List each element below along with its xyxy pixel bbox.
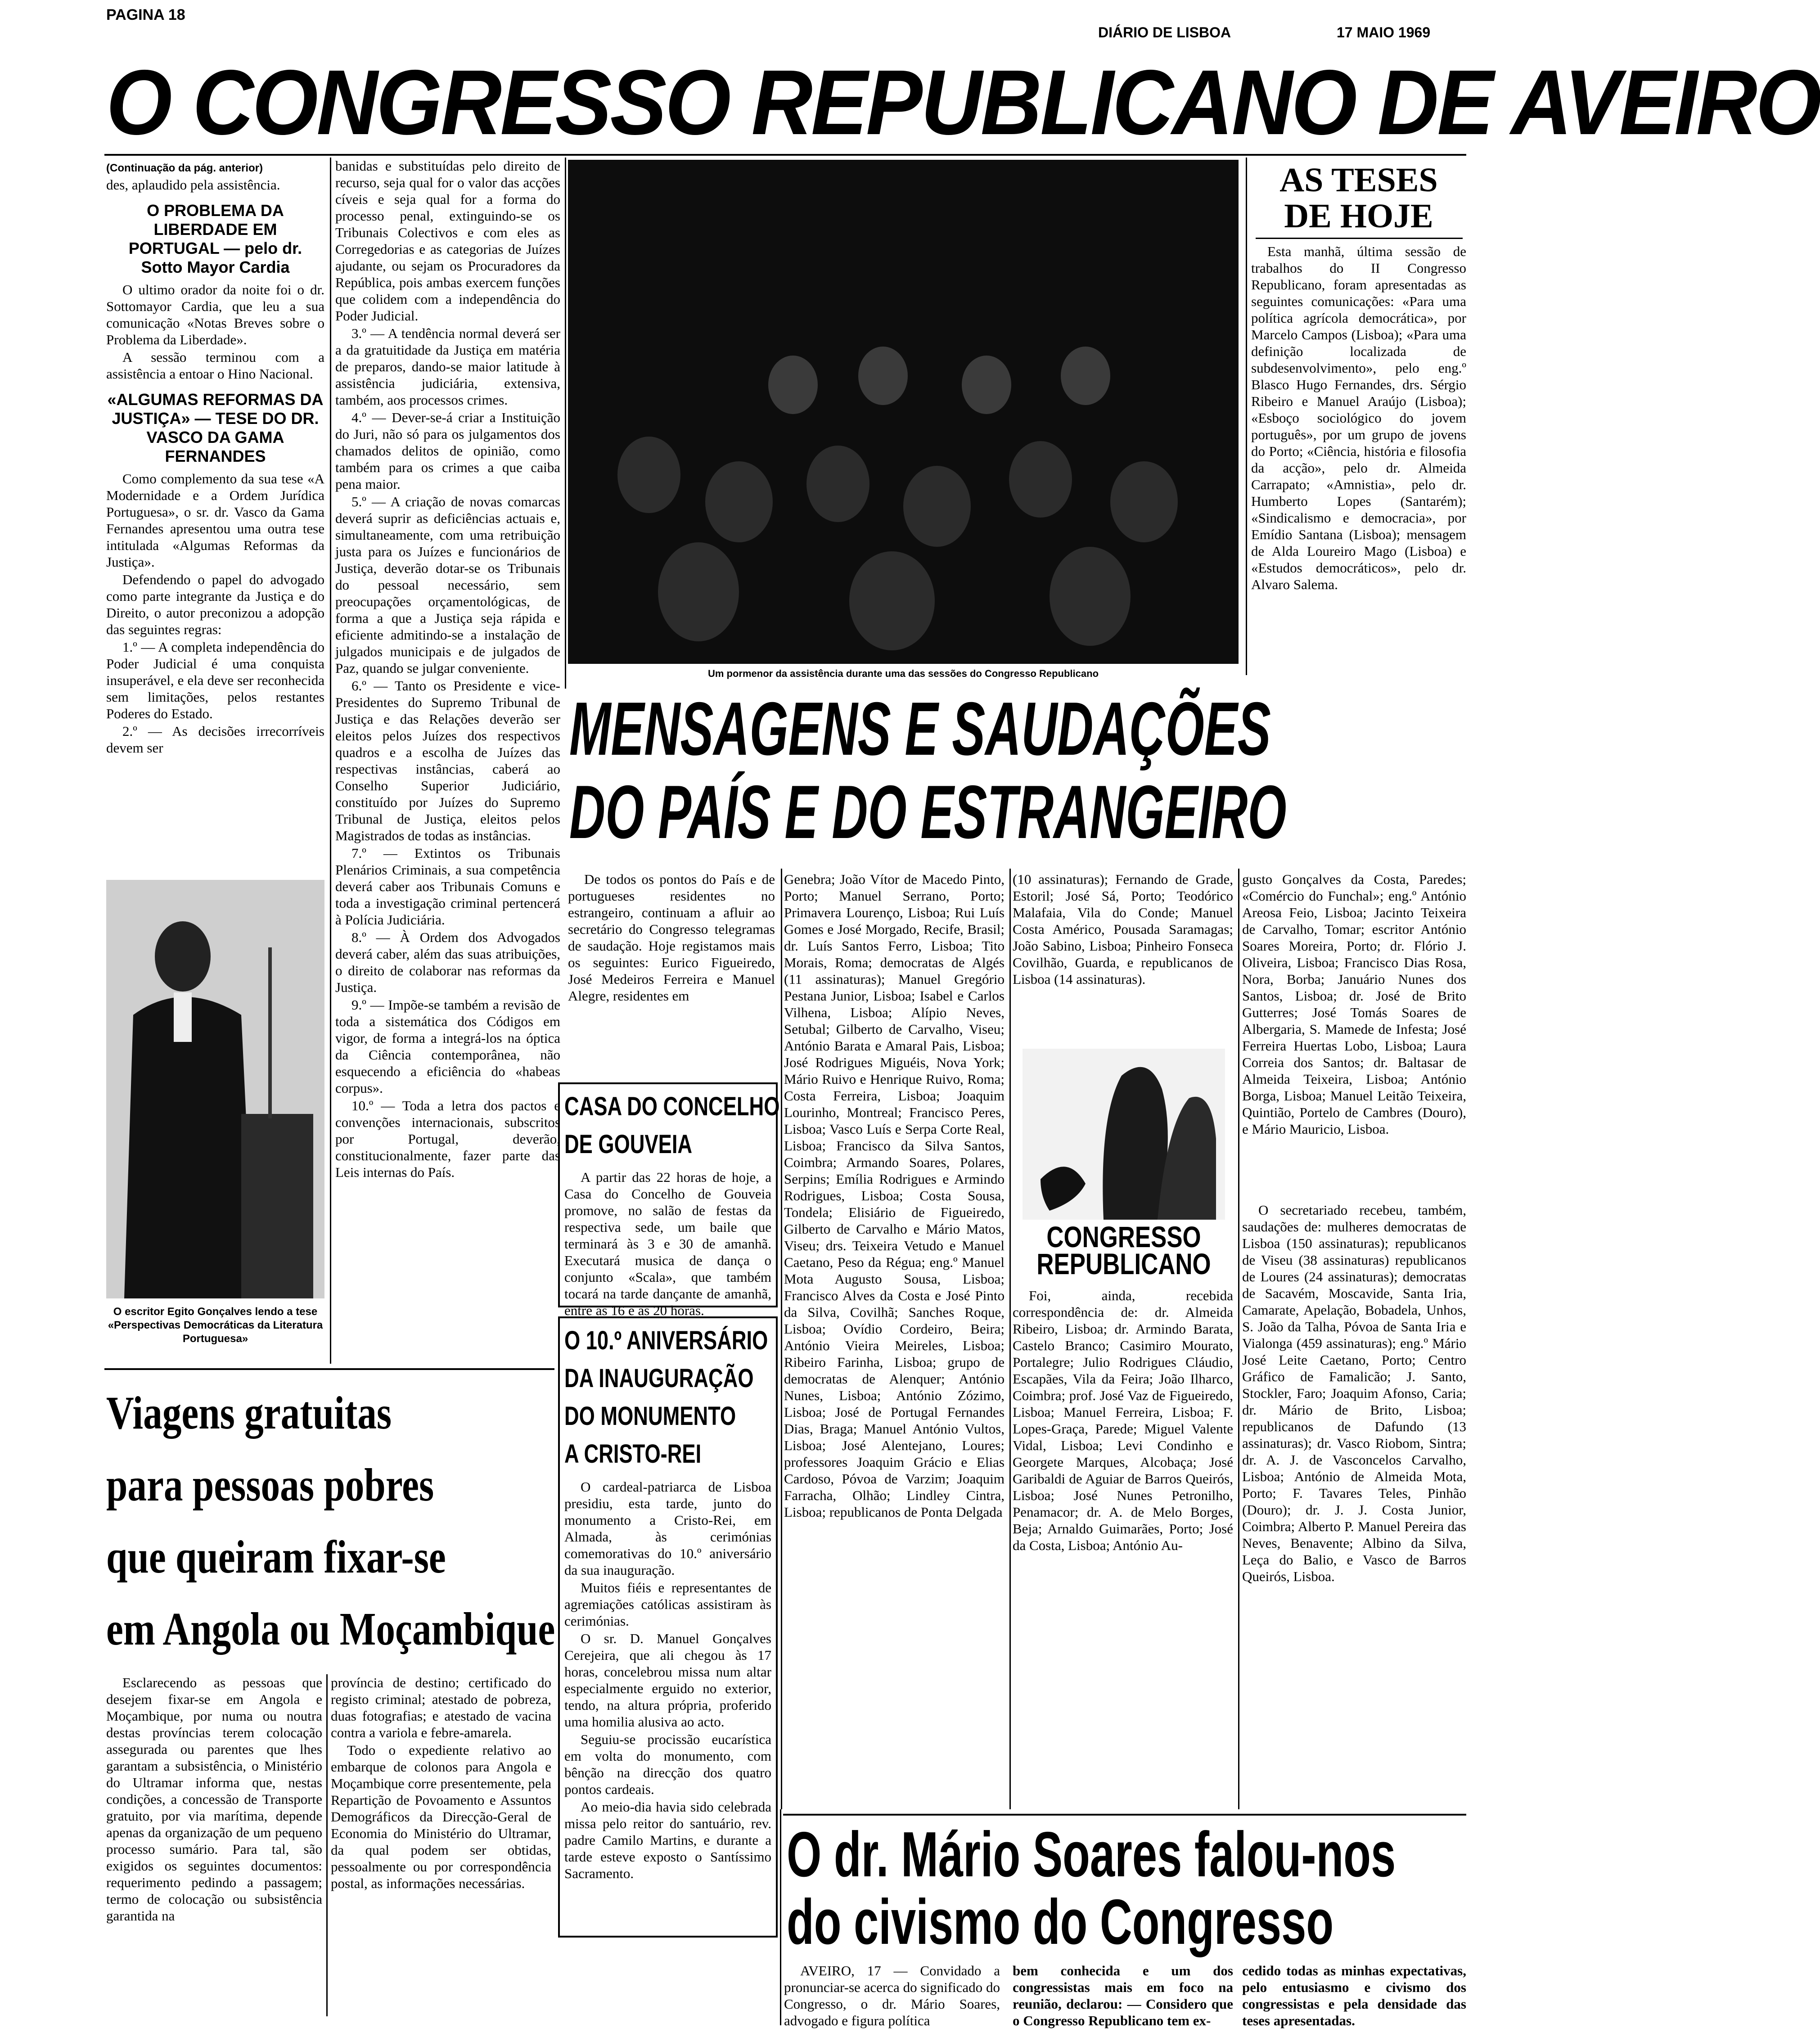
page-number: PAGINA 18 (106, 6, 185, 23)
column-rule (565, 158, 566, 689)
section-rule (783, 1814, 1466, 1816)
cristo-title-line: O 10.º ANIVERSÁRIO (564, 1326, 768, 1355)
soares-column-1 (784, 1962, 1000, 2030)
paragraph: Ao meio-dia havia sido celebrada missa pelo reitor do santuário, rev. padre Camilo Martins, e durante a tarde esteve exposto o Santíssimo Sacramento. (564, 1799, 771, 1881)
mensagens-intro (568, 871, 775, 1078)
paragraph: bem conhecida e um dos congressistas mais em foco na reunião, declarou: — Considero que o Congresso Republicano tem ex- (1013, 1963, 1233, 2028)
teses-title-line: AS TESES (1279, 161, 1438, 199)
paragraph: 9.º — Impõe-se também a revisão de toda a sistemática dos Códigos em vigor, de forma a integrá-los na óptica da Ciência contemporânea, não esquecendo a eficiência do «habeas corpus». (335, 997, 560, 1096)
gouveia-box (558, 1082, 780, 1318)
paragraph: 10.º — Toda a letra dos pactos e convenções internacionais, subscritos por Portugal, deverão, constitucionalmente, fazer parte das Leis internas do País. (335, 1098, 560, 1180)
paragraph: 3.º — A tendência normal deverá ser a da gratuitidade da Justiça em matéria de preparos, dando-se maior latitude à assistência judiciária, extensiva, também, aos processos crimes. (335, 325, 560, 408)
column-rule (330, 158, 331, 1364)
paragraph: 7.º — Extintos os Tribunais Plenários Criminais, a sua competência deverá caber aos Tribunais Comuns e toda a investigação criminal pertencerá à Polícia Judiciária. (335, 845, 560, 928)
mensagens-column-3-bottom (1013, 1287, 1233, 1809)
viagens-title-line: em Angola ou Moçambique (106, 1603, 555, 1655)
paragraph: Defendendo o papel do advogado como parte integrante da Justiça e do Direito, o autor preconizou a adopção das seguintes regras: (106, 572, 324, 637)
paragraph: 5.º — A criação de novas comarcas deverá suprir as deficiências actuais e, simultaneamente, com uma retribuição justa para os Juízes e funcionários de Justiça, deverão dotar-se os Tribunais do pessoal necessário, sem preocupações orçamentológicas, de forma a que a Justiça seja rápida e eficiente admitindo-se a instalação de julgados municipais e de julgados de Paz, quando se julgar conveniente. (335, 494, 560, 676)
paragraph: 6.º — Tanto os Presidente e vice-Presidentes do Supremo Tribunal de Justiça e das Relações deverão ser eleitos pelos Juízes dos respectivos quadros e a escolha de Juízes das respectivas instâncias, caberá ao Conselho Superior Judiciário, constituído por Juízes do Supremo Tribunal de Justiça, eleitos pelos Magistrados de todas as instâncias. (335, 678, 560, 843)
soares-headline-line1: O dr. Mário Soares falou-nos (787, 1819, 1396, 1890)
viagens-title-line: que queiram fixar-se (106, 1531, 446, 1583)
paragraph: O secretariado recebeu, também, saudações de: mulheres democratas de Lisboa (150 assinaturas); republicanos de Viseu (38 assinaturas) republicanos de Loures (24 assinaturas); democratas de Sacavém, Moscavide, Santa Iria, Camarate, Apelação, Bobadela, Unhos, S. João da Talha, Póvoa de Santa Iria e Vialonga (459 assinaturas); eng.º Mário José Leite Caetano, Porto; Centro Gráfico de Famalicão; J. Santo, Stockler, Faro; Joaquim Afonso, Caria; dr. Mário de Brito, Lisboa; republicanos de Dafundo (13 assinaturas); dr. Vasco Riobom, Sintra; dr. A. J. de Vasconcelos Carvalho, Lisboa; António de Almeida Mota, Porto; F. Tavares Teles, Pinhão (Douro); dr. J. J. Costa Junior, Coimbra; Alberto P. Manuel Pereira das Neves, Benavente; Albino da Silva, Leça do Balio, e Vasco de Barros Queirós, Lisboa. (1242, 1202, 1466, 1584)
column-rule (780, 1809, 781, 2025)
cristo-title-line: DA INAUGURAÇÃO (564, 1364, 754, 1393)
viagens-column-2 (331, 1674, 551, 2016)
logo-text-line1: CONGRESSO (1046, 1220, 1201, 1253)
main-headline: O CONGRESSO REPUBLICANO DE AVEIRO (106, 51, 1820, 154)
mensagens-headline-line1: MENSAGENS E SAUDAÇÕES (569, 686, 1271, 771)
paragraph: banidas e substituídas pelo direito de recurso, seja qual for o valor das acções cíveis e seja qual for a forma do processo penal, extinguindo-se os Tribunais Colectivos e com eles as Corregedorias e as categorias de Juízes ajudante, ou sejam os Procuradores da República, pois ambas exercem funções que colidem com a independência do Poder Judicial. (335, 158, 560, 324)
column-rule (781, 869, 782, 1809)
paragraph: 1.º — A completa independência do Poder Judicial é uma conquista insuperável, e ela deve ser reconhecida sem limitações, pelos restantes Poderes do Estado. (106, 639, 324, 721)
paragraph: Esclarecendo as pessoas que desejem fixar-se em Angola e Moçambique, por numa ou noutra destas províncias terem colocação assegurada ou parentes que lhes garantam a subsistência, o Ministério do Ultramar informa que, nestas condições, a concessão de Transporte gratuito, por via marítima, depende apenas da organização de um pequeno processo sumário. Para tal, são exigidos os seguintes documentos: requerimento pedindo a passagem; termo de colocação ou subsistência garantida na (106, 1675, 322, 1924)
paragraph: O ultimo orador da noite foi o dr. Sottomayor Cardia, que leu a sua comunicação «Notas Breves sobre o Problema da Liberdade». (106, 282, 324, 347)
soares-headline-line2: do civismo do Congresso (787, 1886, 1334, 1958)
paragraph: 4.º — Dever-se-á criar a Instituição do Juri, não só para os julgamentos dos chamados delitos de opinião, como também para os crimes a que caiba pena maior. (335, 410, 560, 492)
column-rule (1246, 158, 1247, 675)
soares-column-2 (1013, 1962, 1233, 2030)
soares-column-3 (1242, 1962, 1466, 2030)
paragraph: Foi, ainda, recebida correspondência de: dr. Almeida Ribeiro, Lisboa; dr. Armindo Barata, Castelo Branco; Casimiro Mourato, Portalegre; Julio Rodrigues Cláudio, Escapães, Vila da Feira; João Ilharco, Coimbra; prof. José Vaz de Figueiredo, Lisboa; Manuel Ferreira, Lisboa; F. Lopes-Graça, Parede; Miguel Valente Vidal, Lisboa; Levi Condinho e Georgete Marques, Alcobaça; José Garibaldi de Aguiar de Barros Queirós, Lisboa; José Nunes Petronilho, Penamacor; dr. A. de Melo Borges, Beja; Arnaldo Guimarães, Porto; José da Costa, Lisboa; António Au- (1013, 1288, 1233, 1553)
paragraph: O sr. D. Manuel Gonçalves Cerejeira, que ali chegou às 17 horas, concelebrou missa num altar especialmente erguido no exterior, tendo, na altura própria, proferido uma homilia alusiva ao acto. (564, 1631, 771, 1730)
speaker-illustration (106, 880, 324, 1298)
gouveia-title-line: CASA DO CONCELHO (564, 1092, 780, 1121)
viagens-title-line: para pessoas pobres (106, 1459, 434, 1511)
paragraph: cedido todas as minhas expectativas, pelo entusiasmo e civismo dos congressistas e pela densidade das teses apresentadas. (1242, 1963, 1466, 2028)
photo-egito-goncalves (106, 880, 324, 1298)
gouveia-body (564, 1169, 771, 1318)
paragraph: 8.º — À Ordem dos Advogados deverá caber, além das suas atribuições, o direito de colaborar nas reformas da Justiça. (335, 929, 560, 995)
paragraph: A sessão terminou com a assistência a entoar o Hino Nacional. (106, 349, 324, 382)
paragraph: O cardeal-patriarca de Lisboa presidiu, esta tarde, junto do monumento a Cristo-Rei, em Almada, às cerimónias comemorativas do 10.º aniversário da sua inauguração. (564, 1479, 771, 1578)
logo-silhouettes (1014, 1049, 1234, 1220)
paragraph: De todos os pontos do País e de portugueses residentes no estrangeiro, continuam a afluir ao secretário do Congresso telegramas de saudação. Hoje registamos mais os seguintes: Eurico Figueiredo, José Medeiros Ferreira e Manuel Alegre, residentes em (568, 871, 775, 1004)
viagens-headline (106, 1377, 556, 1665)
column-rule (1238, 869, 1239, 1809)
paragraph: des, aplaudido pela assistência. (106, 177, 280, 193)
paragraph: 2.º — As decisões irrecorríveis devem ser (106, 723, 324, 756)
section-rule (104, 1368, 554, 1370)
newspaper-name: DIÁRIO DE LISBOA (1098, 24, 1231, 41)
paragraph: Esta manhã, última sessão de trabalhos do II Congresso Republicano, foram apresentadas as seguintes comunicações: «Para uma política agrícola democrática», por Marcelo Campos (Lisboa); «Para uma definição localizada de subdesenvolvimento», pelo eng.º Blasco Hugo Fernandes, drs. Sérgio Ribeiro e Manuel Araújo (Lisboa); «Esboço sociológico do jovem português», por um grupo de jovens do Porto; «Ciência, história e filosofia da acção», pelo dr. Almeida Carrapato; «Amnistia», pelo dr. Humberto Lopes (Santarém); «Sindicalismo e democracia», por Emídio Santana (Lisboa); mensagem de Alda Loureiro Mago (Lisboa) e «Estudos democráticos», pelo dr. Alvaro Salema. (1251, 243, 1466, 592)
issue-date: 17 MAIO 1969 (1337, 24, 1431, 41)
paragraph: Genebra; João Vítor de Macedo Pinto, Porto; Manuel Serrano, Porto; Primavera Lourenço, Lisboa; Rui Luís Gomes e José Morgado, Recife, Brasil; dr. Luís Santos Ferro, Lisboa; Tito Morais, Roma; democratas de Algés (11 assinaturas); Manuel Gregório Pestana Junior, Lisboa; Isabel e Carlos Vilhena, Lisboa; Alípio Neves, Setubal; Gilberto de Carvalho, Viseu; António Barata e Amaral Pais, Lisboa; José Rodrigues Miguéis, Nova York; Mário Ruivo e Henrique Ruivo, Roma; Costa Ferreira, Lisboa; Joaquim Lourinho, Montreal; Francisco Peres, Lisboa; Vasco Luís e Serpa Corte Real, Lisboa; Francisco da Silva Santos, Coimbra; Armando Soares, Polares, Serpins; Emília Rodrigues e Armindo Rodrigues, Lisboa; Costa Sousa, Tondela; Elisiário de Figueiredo, Gilberto de Carvalho e Mário Matos, Viseu; drs. Teixeira Vetudo e Manuel Caetano, Peso da Régua; eng.º Manuel Mota Augusto Sousa, Lisboa; Francisco Alves da Costa e José Pinto da Silva, Covilhã; Sanches Roque, Lisboa; Ovídio Cordeiro, Beira; António Vieira Meireles, Lisboa; Ribeiro Farinha, Lisboa; grupo de democratas de Alenquer; António Nunes, Lisboa; António Zózimo, Lisboa; José de Portugal Fernandes Dias, Braga; Manuel António Vultos, Lisboa; José Alentejano, Loures; professores Joaquim Grácio e Elias Cardoso, Póvoa de Varzim; Joaquim Farracha, Olhão; Lindley Cintra, Lisboa; republicanos de Ponta Delgada (784, 871, 1005, 1520)
paragraph: Todo o expediente relativo ao embarque de colonos para Angola e Moçambique corre presentemente, pela Repartição de Povoamento e Assuntos Demográficos da Direcção-Geral de Economia do Ministério do Ultramar, da qual podem ser obtidas, pessoalmente ou por correspondência postal, as informações necessárias. (331, 1742, 551, 1891)
cristo-title-line: A CRISTO-REI (564, 1439, 702, 1469)
photo-caption-audience: Um pormenor da assistência durante uma das sessões do Congresso Republicano (707, 668, 1099, 679)
column-justica-2 (335, 158, 560, 1364)
teses-title (1251, 162, 1466, 234)
subheading-reformas-justica: «ALGUMAS REFORMAS DA JUSTIÇA» — TESE DO DR. VASCO DA GAMA FERNANDES (107, 390, 324, 465)
paragraph: A partir das 22 horas de hoje, a Casa do Concelho de Gouveia promove, no salão de festas da respectiva sede, um baile que terminará às 3 e 30 de amanhã. Executará musica de dança o conjunto «Scala», que também tocará na tarde dançante de amanhã, entre as 16 e as 20 horas. (564, 1169, 771, 1318)
teses-rule (1256, 238, 1463, 239)
logo-text-line2: REPUBLICANO (1036, 1247, 1211, 1280)
mensagens-column-4-bottom (1242, 1202, 1466, 1809)
paragraph: Como complemento da sua tese «A Modernidade e a Ordem Jurídica Portuguesa», o sr. dr. Vasco da Gama Fernandes apresentou uma outra tese intitulada «Algumas Reformas da Justiça». (106, 471, 324, 570)
teses-title-line: DE HOJE (1284, 197, 1433, 235)
viagens-title-line: Viagens gratuitas (106, 1387, 392, 1439)
column-rule (1009, 869, 1011, 1809)
paragraph: gusto Gonçalves da Costa, Paredes; «Comércio do Funchal»; eng.º António Areosa Feio, Lisboa; Jacinto Teixeira de Carvalho, Tomar; escritor António Soares Moreira, Porto; dr. Flório J. Oliveira, Lisboa; Francisco Dias Rosa, Nora, Borba; Januário Nunes dos Santos, Lisboa; dr. José de Brito Gutterres; José Tomás Soares de Albergaria, S. Mamede de Infesta; José Ferreira Huertas Lobo, Lisboa; Laura Correia dos Santos; dr. Baltasar de Almeida Teixeira, Lisboa; António Borga, Lisboa; Manuel Leitão Teixeira, Quintião, Portelo de Cambres (Douro), e Mário Mauricio, Lisboa. (1242, 871, 1466, 1137)
subheading-liberdade: O PROBLEMA DA LIBERDADE EM PORTUGAL — pelo dr. Sotto Mayor Cardia (128, 201, 302, 276)
continuation-note: (Continuação da pág. anterior) (106, 162, 263, 174)
paragraph: (10 assinaturas); Fernando de Grade, Estoril; José Sá, Porto; Teodórico Malafaia, Vila do Conde; Manuel Costa Américo, Pousada Saramagas; João Sabino, Lisboa; Pinheiro Fonseca Covilhão, Guarda, e republicanos de Lisboa (14 assinaturas). (1013, 871, 1233, 987)
headline-rule (104, 154, 1466, 156)
viagens-column-1 (106, 1674, 322, 2016)
paragraph: província de destino; certificado do registo criminal; atestado de pobreza, duas fotografias; e atestado de vacina contra a variola e febre-amarela. (331, 1675, 551, 1740)
teses-body (1251, 243, 1466, 675)
paragraph: AVEIRO, 17 — Convidado a pronunciar-se acerca do significado do Congresso, o dr. Mário Soares, advogado e figura política (784, 1963, 1000, 2028)
gouveia-title-line: DE GOUVEIA (564, 1130, 693, 1159)
audience-illustration (568, 160, 1239, 664)
congresso-logo (1014, 1049, 1234, 1283)
cristo-body (564, 1478, 771, 1920)
column-rule (326, 1674, 328, 2016)
photo-congress-audience (568, 160, 1239, 664)
paragraph: Muitos fiéis e representantes de agremiações católicas assistiram às cerimónias. (564, 1580, 771, 1629)
cristo-title-line: DO MONUMENTO (564, 1402, 736, 1431)
mensagens-column-2 (784, 871, 1005, 1807)
cristo-rei-box (558, 1316, 778, 1938)
column-justica-1 (106, 160, 324, 866)
photo-caption-egito: O escritor Egito Gonçalves lendo a tese «Perspectivas Democráticas da Literatura Portuguesa» (108, 1306, 323, 1345)
mensagens-headline-line2: DO PAÍS E DO ESTRANGEIRO (569, 770, 1287, 854)
paragraph: Seguiu-se procissão eucarística em volta do monumento, com bênção na direcção dos quatro pontos cardeais. (564, 1731, 771, 1797)
mensagens-column-4-top (1242, 871, 1466, 1195)
mensagens-column-3-top (1013, 871, 1233, 1046)
